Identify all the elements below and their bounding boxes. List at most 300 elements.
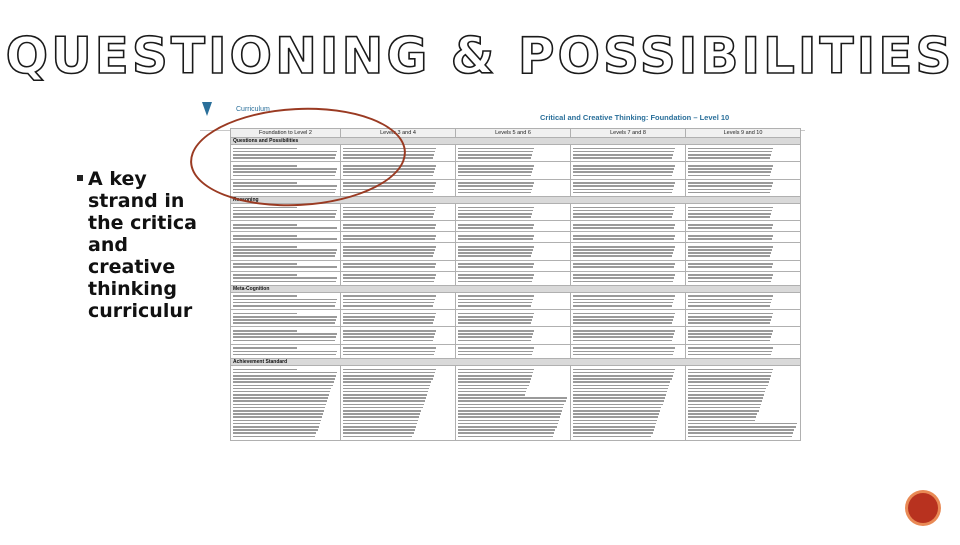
vcaa-logo-icon (202, 102, 212, 116)
illegible-text-line (233, 420, 321, 422)
illegible-text-line (233, 429, 318, 431)
table-cell (231, 243, 341, 260)
illegible-text-line (343, 319, 434, 321)
illegible-text-line (233, 322, 335, 324)
illegible-text-line (573, 148, 675, 150)
illegible-text-line (233, 213, 336, 215)
illegible-text-line (343, 413, 420, 415)
table-cell (456, 221, 571, 232)
illegible-text-line (343, 227, 435, 229)
illegible-text-line (343, 340, 433, 342)
table-row (231, 260, 801, 271)
table-cell (341, 327, 456, 344)
section-row (231, 358, 801, 365)
illegible-text-line (343, 322, 433, 324)
column-header: Foundation to Level 2 (231, 129, 341, 138)
illegible-text-line (573, 432, 653, 434)
illegible-text-line (688, 295, 773, 297)
illegible-text-line (688, 207, 773, 209)
illegible-text-line (458, 252, 532, 254)
illegible-text-line (688, 316, 772, 318)
illegible-text-line (458, 407, 563, 409)
page-badge (905, 490, 941, 526)
illegible-text-line (343, 423, 417, 425)
illegible-text-line (458, 148, 534, 150)
illegible-text-line (233, 313, 297, 315)
illegible-text-line (233, 404, 326, 406)
illegible-text-line (573, 340, 672, 342)
illegible-text-line (458, 369, 534, 371)
illegible-text-line (458, 263, 534, 265)
illegible-text-line (573, 238, 674, 240)
illegible-text-line (688, 224, 773, 226)
illegible-text-line (343, 397, 426, 399)
illegible-text-line (343, 347, 436, 349)
illegible-text-line (688, 175, 770, 177)
illegible-text-line (573, 316, 674, 318)
illegible-text-line (688, 432, 793, 434)
illegible-text-line (343, 426, 416, 428)
illegible-text-line (688, 266, 772, 268)
illegible-text-line (573, 255, 672, 257)
illegible-text-line (458, 210, 533, 212)
illegible-text-line (458, 192, 531, 194)
table-cell (456, 310, 571, 327)
illegible-text-line (458, 227, 533, 229)
illegible-text-line (458, 175, 531, 177)
table-cell (231, 344, 341, 358)
table-cell (456, 260, 571, 271)
illegible-text-line (688, 238, 772, 240)
illegible-text-line (573, 391, 667, 393)
illegible-text-line (688, 213, 771, 215)
illegible-text-line (343, 305, 433, 307)
illegible-text-line (458, 351, 533, 353)
illegible-text-line (343, 375, 434, 377)
illegible-text-line (573, 400, 664, 402)
illegible-text-line (573, 423, 656, 425)
illegible-text-line (458, 385, 529, 387)
table-cell (456, 232, 571, 243)
illegible-text-line (688, 165, 773, 167)
illegible-text-line (343, 394, 427, 396)
table-cell (686, 292, 801, 309)
illegible-text-line (233, 299, 337, 301)
illegible-text-line (458, 378, 531, 380)
illegible-text-line (343, 330, 436, 332)
bullet-line: A key (88, 168, 147, 190)
table-cell (571, 292, 686, 309)
illegible-text-line (343, 281, 434, 283)
illegible-text-line (458, 182, 534, 184)
illegible-text-line (573, 182, 675, 184)
table-cell (456, 204, 571, 221)
illegible-text-line (458, 416, 560, 418)
table-cell (571, 327, 686, 344)
illegible-text-line (573, 281, 673, 283)
illegible-text-line (343, 351, 435, 353)
illegible-text-line (343, 210, 435, 212)
illegible-text-line (458, 255, 531, 257)
illegible-text-line (688, 246, 773, 248)
table-cell (456, 162, 571, 179)
table-row (231, 221, 801, 232)
illegible-text-line (573, 407, 661, 409)
column-header: Levels 5 and 6 (456, 129, 571, 138)
illegible-text-line (573, 404, 663, 406)
illegible-text-line (688, 249, 772, 251)
illegible-text-line (573, 227, 674, 229)
illegible-text-line (688, 305, 770, 307)
illegible-text-line (458, 319, 532, 321)
illegible-text-line (573, 372, 674, 374)
illegible-text-line (573, 347, 675, 349)
illegible-text-line (688, 416, 756, 418)
table-cell (686, 145, 801, 162)
illegible-text-line (458, 372, 533, 374)
illegible-text-line (233, 274, 297, 276)
illegible-text-line (458, 330, 534, 332)
illegible-text-line (688, 148, 773, 150)
illegible-text-line (688, 302, 771, 304)
illegible-text-line (458, 400, 566, 402)
illegible-text-line (233, 394, 329, 396)
illegible-text-line (688, 429, 794, 431)
illegible-text-line (343, 274, 436, 276)
table-cell (686, 232, 801, 243)
table-cell (341, 365, 456, 440)
illegible-text-line (573, 192, 672, 194)
illegible-text-line (573, 388, 668, 390)
illegible-text-line (688, 171, 771, 173)
illegible-text-line (573, 168, 674, 170)
illegible-text-line (688, 407, 760, 409)
illegible-text-line (573, 385, 669, 387)
section-row (231, 285, 801, 292)
illegible-text-line (233, 266, 337, 268)
table-cell (341, 271, 456, 285)
illegible-text-line (688, 413, 757, 415)
table-cell (456, 327, 571, 344)
table-row (231, 271, 801, 285)
illegible-text-line (458, 246, 534, 248)
illegible-text-line (343, 238, 435, 240)
table-cell (341, 310, 456, 327)
illegible-text-line (688, 340, 770, 342)
illegible-text-line (573, 207, 675, 209)
column-header: Levels 9 and 10 (686, 129, 801, 138)
illegible-text-line (458, 354, 532, 356)
illegible-text-line (573, 189, 673, 191)
illegible-text-line (458, 420, 559, 422)
table-cell (231, 221, 341, 232)
illegible-text-line (343, 400, 425, 402)
table-cell (571, 271, 686, 285)
illegible-text-line (458, 347, 534, 349)
illegible-text-line (343, 235, 436, 237)
illegible-text-line (233, 388, 331, 390)
table-cell (571, 179, 686, 196)
illegible-text-line (343, 404, 424, 406)
illegible-text-line (688, 157, 770, 159)
illegible-text-line (573, 277, 674, 279)
curriculum-label: Curriculum (236, 106, 270, 113)
bullet-line: curriculur (88, 300, 193, 322)
illegible-text-line (688, 322, 770, 324)
illegible-text-line (458, 224, 534, 226)
illegible-text-line (233, 397, 328, 399)
illegible-text-line (233, 246, 297, 248)
illegible-text-line (233, 436, 315, 438)
illegible-text-line (688, 154, 771, 156)
illegible-text-line (458, 281, 532, 283)
illegible-text-line (233, 255, 335, 257)
illegible-text-line (233, 249, 337, 251)
illegible-text-line (233, 295, 297, 297)
illegible-text-line (343, 416, 419, 418)
table-cell (686, 179, 801, 196)
table-cell (341, 204, 456, 221)
illegible-text-line (343, 381, 431, 383)
illegible-text-line (233, 340, 335, 342)
illegible-text-line (573, 165, 675, 167)
illegible-text-line (573, 351, 674, 353)
illegible-text-line (233, 351, 337, 353)
illegible-text-line (458, 426, 557, 428)
illegible-text-line (233, 354, 336, 356)
table-cell (571, 310, 686, 327)
illegible-text-line (343, 378, 433, 380)
illegible-text-line (688, 423, 797, 425)
table-cell (231, 310, 341, 327)
illegible-text-line (688, 210, 772, 212)
illegible-text-line (573, 330, 675, 332)
illegible-text-line (233, 378, 335, 380)
illegible-text-line (688, 189, 771, 191)
illegible-text-line (688, 263, 773, 265)
illegible-text-line (343, 246, 436, 248)
illegible-text-line (233, 385, 333, 387)
illegible-text-line (573, 416, 658, 418)
illegible-text-line (458, 432, 554, 434)
illegible-text-line (343, 333, 435, 335)
section-heading: Achievement Standard (231, 358, 801, 365)
bullet-marker (77, 175, 83, 181)
illegible-text-line (458, 375, 532, 377)
illegible-text-line (458, 316, 533, 318)
illegible-text-line (233, 426, 319, 428)
illegible-text-line (573, 157, 672, 159)
illegible-text-line (458, 266, 533, 268)
illegible-text-line (688, 354, 771, 356)
table-row (231, 292, 801, 309)
illegible-text-line (573, 394, 666, 396)
table-cell (686, 260, 801, 271)
table-cell (456, 365, 571, 440)
illegible-text-line (233, 336, 336, 338)
section-heading: Reasoning (231, 197, 801, 204)
illegible-text-line (343, 336, 434, 338)
illegible-text-line (688, 151, 772, 153)
illegible-text-line (688, 252, 771, 254)
illegible-text-line (343, 372, 435, 374)
illegible-text-line (573, 397, 665, 399)
illegible-text-line (573, 436, 651, 438)
illegible-text-line (343, 354, 434, 356)
illegible-text-line (233, 277, 337, 279)
illegible-text-line (688, 369, 773, 371)
table-cell (456, 292, 571, 309)
illegible-text-line (458, 394, 525, 396)
illegible-text-line (688, 426, 796, 428)
illegible-text-line (233, 281, 336, 283)
illegible-text-line (458, 302, 532, 304)
illegible-text-line (573, 313, 675, 315)
illegible-text-line (458, 151, 533, 153)
illegible-text-line (343, 299, 435, 301)
illegible-text-line (688, 436, 792, 438)
illegible-text-line (458, 413, 561, 415)
illegible-text-line (343, 302, 434, 304)
illegible-text-line (343, 316, 435, 318)
illegible-text-line (458, 391, 526, 393)
illegible-text-line (573, 185, 674, 187)
illegible-text-line (458, 189, 532, 191)
illegible-text-line (573, 213, 673, 215)
table-cell (341, 260, 456, 271)
table-cell (456, 145, 571, 162)
table-cell (686, 344, 801, 358)
table-row (231, 310, 801, 327)
table-cell (571, 243, 686, 260)
illegible-text-line (573, 305, 672, 307)
table-cell (341, 344, 456, 358)
illegible-text-line (688, 336, 771, 338)
illegible-text-line (458, 185, 533, 187)
illegible-text-line (343, 407, 423, 409)
illegible-text-line (458, 423, 558, 425)
illegible-text-line (343, 420, 418, 422)
illegible-text-line (688, 372, 772, 374)
illegible-text-line (688, 394, 764, 396)
illegible-text-line (343, 207, 436, 209)
illegible-text-line (458, 388, 527, 390)
illegible-text-line (573, 381, 670, 383)
bullet-line: and (88, 234, 128, 256)
table-cell (686, 162, 801, 179)
illegible-text-line (458, 381, 530, 383)
illegible-text-line (688, 235, 773, 237)
table-cell (231, 292, 341, 309)
illegible-text-line (688, 182, 773, 184)
illegible-text-line (458, 274, 534, 276)
illegible-text-line (458, 249, 533, 251)
table-cell (456, 243, 571, 260)
table-cell (571, 344, 686, 358)
illegible-text-line (688, 381, 769, 383)
illegible-text-line (688, 274, 773, 276)
illegible-text-line (573, 249, 674, 251)
table-cell (686, 204, 801, 221)
illegible-text-line (573, 246, 675, 248)
illegible-text-line (233, 407, 325, 409)
illegible-text-line (573, 154, 673, 156)
illegible-text-line (458, 429, 555, 431)
illegible-text-line (233, 263, 297, 265)
table-cell (231, 271, 341, 285)
illegible-text-line (233, 410, 324, 412)
table-cell (341, 221, 456, 232)
illegible-text-line (688, 420, 755, 422)
illegible-text-line (458, 410, 562, 412)
illegible-text-line (343, 255, 433, 257)
illegible-text-line (688, 388, 766, 390)
illegible-text-line (458, 277, 533, 279)
table-cell (341, 243, 456, 260)
illegible-text-line (233, 238, 337, 240)
illegible-text-line (233, 381, 334, 383)
illegible-text-line (233, 227, 337, 229)
column-header: Levels 7 and 8 (571, 129, 686, 138)
illegible-text-line (688, 281, 771, 283)
bullet-line: creative (88, 256, 176, 278)
table-cell (571, 145, 686, 162)
bullet-line: strand in (88, 190, 185, 212)
illegible-text-line (233, 216, 335, 218)
illegible-text-line (688, 168, 772, 170)
illegible-text-line (573, 322, 672, 324)
illegible-text-line (233, 224, 297, 226)
illegible-text-line (573, 151, 674, 153)
illegible-text-line (458, 436, 553, 438)
illegible-text-line (573, 302, 673, 304)
table-cell (686, 243, 801, 260)
illegible-text-line (573, 420, 657, 422)
illegible-text-line (233, 333, 337, 335)
illegible-text-line (343, 216, 433, 218)
illegible-text-line (688, 404, 761, 406)
illegible-text-line (233, 207, 297, 209)
illegible-text-line (343, 313, 436, 315)
illegible-text-line (688, 347, 773, 349)
illegible-text-line (233, 372, 337, 374)
illegible-text-line (233, 302, 336, 304)
illegible-text-line (688, 385, 768, 387)
illegible-text-line (688, 351, 772, 353)
illegible-text-line (343, 432, 414, 434)
illegible-text-line (233, 400, 327, 402)
illegible-text-line (233, 416, 322, 418)
illegible-text-line (343, 263, 436, 265)
table-cell (686, 365, 801, 440)
illegible-text-line (458, 404, 564, 406)
table-cell (341, 232, 456, 243)
illegible-text-line (458, 154, 532, 156)
illegible-text-line (343, 252, 434, 254)
illegible-text-line (688, 378, 770, 380)
illegible-text-line (573, 210, 674, 212)
illegible-text-line (573, 266, 674, 268)
illegible-text-line (458, 322, 531, 324)
illegible-text-line (458, 207, 534, 209)
illegible-text-line (573, 216, 672, 218)
illegible-text-line (688, 330, 773, 332)
table-row (231, 243, 801, 260)
illegible-text-line (688, 277, 772, 279)
illegible-text-line (458, 313, 534, 315)
illegible-text-line (573, 410, 660, 412)
illegible-text-line (343, 369, 436, 371)
